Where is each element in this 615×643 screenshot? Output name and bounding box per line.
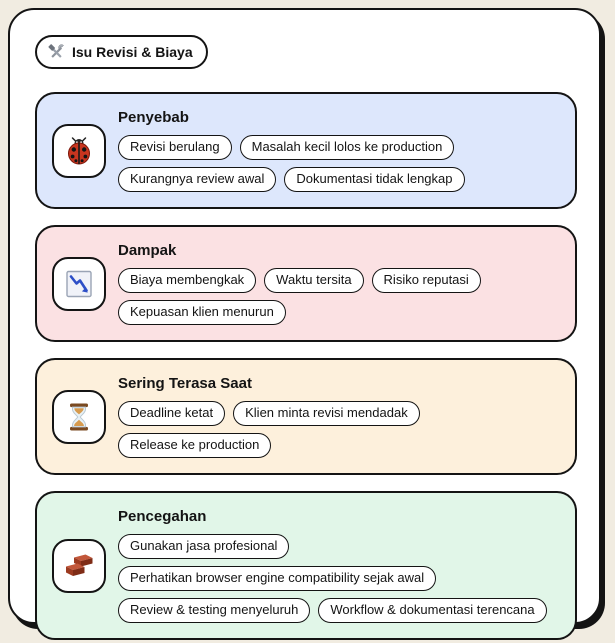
section-title: Dampak (118, 242, 177, 259)
bricks-icon (63, 550, 95, 582)
section-content (118, 375, 561, 458)
section-title: Sering Terasa Saat (118, 375, 252, 392)
sections (35, 92, 577, 640)
section-content (118, 242, 561, 325)
hammer-wrench-icon (48, 44, 65, 61)
section-content (118, 109, 561, 192)
hourglass-icon (63, 401, 95, 433)
tag-list (118, 268, 561, 325)
tag: Waktu tersita (264, 268, 363, 293)
section-icon-box (52, 539, 106, 593)
tag: Biaya membengkak (118, 268, 256, 293)
tag-list (118, 534, 561, 623)
section-card (35, 358, 577, 475)
header-badge-label: Isu Revisi & Biaya (72, 44, 193, 60)
tag-list (118, 135, 561, 192)
section-card (35, 92, 577, 209)
section-card (35, 225, 577, 342)
tag: Workflow & dokumentasi terencana (318, 598, 546, 623)
section-content (118, 508, 561, 623)
header-badge (35, 35, 208, 69)
section-icon-box (52, 257, 106, 311)
tag: Kepuasan klien menurun (118, 300, 286, 325)
tag: Release ke production (118, 433, 271, 458)
section-icon-box (52, 124, 106, 178)
tag: Gunakan jasa profesional (118, 534, 289, 559)
main-card (8, 8, 601, 624)
hammer-wrench-icon (48, 44, 65, 61)
section-title: Pencegahan (118, 508, 207, 525)
chart-decreasing-icon (63, 268, 95, 300)
section-card (35, 491, 577, 640)
tag: Masalah kecil lolos ke production (240, 135, 455, 160)
tag: Kurangnya review awal (118, 167, 276, 192)
section-icon-box (52, 390, 106, 444)
tag: Risiko reputasi (372, 268, 481, 293)
tag-list (118, 401, 561, 458)
ladybug-icon (63, 135, 95, 167)
tag: Klien minta revisi mendadak (233, 401, 420, 426)
tag: Perhatikan browser engine compatibility sejak awal (118, 566, 436, 591)
tag: Review & testing menyeluruh (118, 598, 310, 623)
tag: Dokumentasi tidak lengkap (284, 167, 464, 192)
tag: Revisi berulang (118, 135, 232, 160)
section-title: Penyebab (118, 109, 189, 126)
tag: Deadline ketat (118, 401, 225, 426)
